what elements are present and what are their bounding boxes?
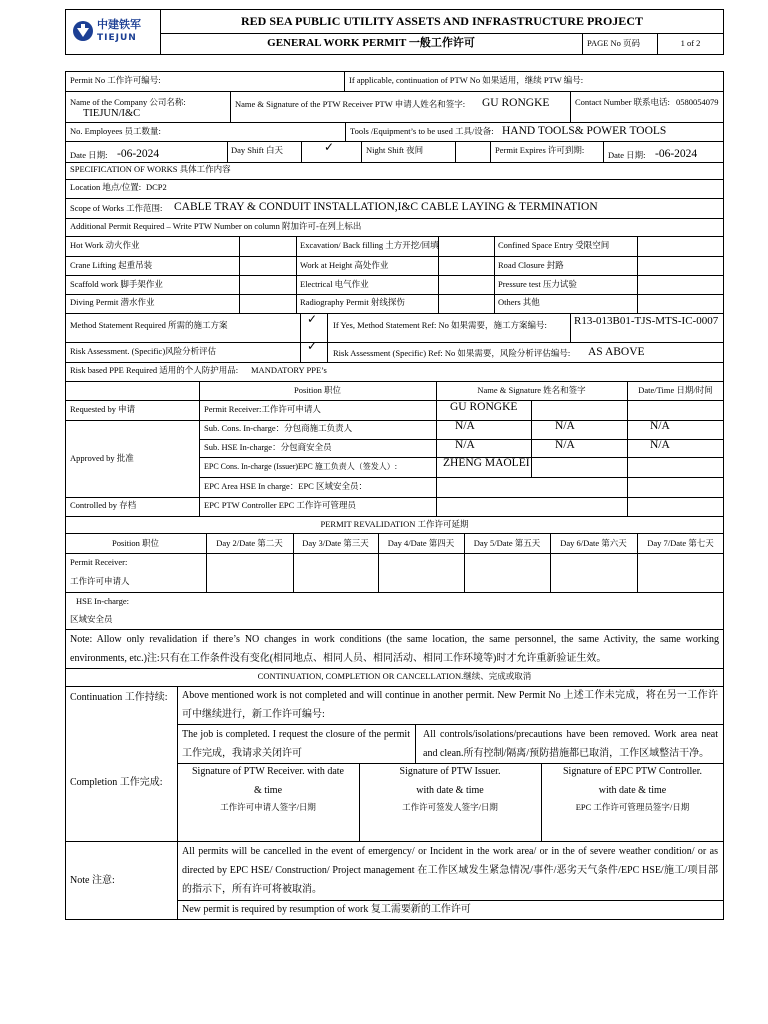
spec-label: SPECIFICATION OF WORKS 具体工作内容: [70, 164, 231, 174]
location-label: Location 地点/位置:: [70, 182, 142, 192]
risk-label: Risk Assessment. (Specific)风险分析评估: [70, 346, 217, 356]
revalidation-title: PERMIT REVALIDATION 工作许可延期: [320, 519, 469, 529]
reval-day-5: Day 5/Date 第五天: [473, 538, 541, 548]
pressure-label: Pressure test 压力试验: [498, 279, 577, 289]
sub-hse-label: Sub. HSE In-charge：分包商安全员: [204, 442, 332, 452]
excavation-label: Excavation/ Back filling 土方开挖/回填: [300, 240, 439, 250]
risk-ref-value: AS ABOVE: [588, 346, 645, 358]
company-logo: [70, 14, 156, 50]
reval-hse-en: HSE In-charge:: [76, 596, 129, 606]
sub-hse-na-1: N/A: [455, 439, 475, 451]
reval-day-4: Day 4/Date 第四天: [387, 538, 455, 548]
expires-date-label: Date 日期:: [608, 150, 646, 160]
others-label: Others 其他: [498, 297, 540, 307]
reval-day-2: Day 2/Date 第二天: [216, 538, 283, 548]
reval-hse-cn: 区域安全员: [70, 614, 113, 624]
controls-removed: All controls/isolations/precautions have been removed. Work area neat and clean.所有控制/隔离/预防措施都已取消，工作区域整洁干净。: [423, 729, 718, 759]
method-checkmark: ✓: [307, 312, 318, 326]
sig-controller-line-2: with date & time: [598, 785, 667, 796]
logo-en: TIEJUN: [97, 33, 137, 43]
confined-label: Confined Space Entry 受限空间: [498, 240, 610, 250]
reval-day-7: Day 7/Date 第七天: [647, 538, 714, 548]
receiver-value: GU RONGKE: [482, 97, 550, 109]
scope-label: Scope of Works 工作范围:: [70, 203, 163, 213]
expires-label: Permit Expires 许可到期:: [495, 145, 585, 155]
location-value: DCP2: [146, 182, 167, 192]
requested-by-label: Requested by 申请: [70, 404, 136, 414]
permit-receiver-label: Permit Receiver:工作许可申请人: [204, 404, 321, 414]
controlled-by-label: Controlled by 存档: [70, 500, 137, 510]
continuation-label: Continuation 工作持续:: [70, 692, 168, 703]
sig-issuer-line-2: with date & time: [416, 785, 484, 796]
hot-work-label: Hot Work 动火作业: [70, 240, 140, 250]
date-value: -06-2024: [117, 148, 160, 160]
electrical-label: Electrical 电气作业: [300, 279, 369, 289]
permit-receiver-name: GU RONGKE: [450, 401, 518, 413]
epc-cons-name: ZHENG MAOLEI: [443, 457, 530, 469]
reval-receiver-cn: 工作许可申请人: [70, 576, 130, 586]
risk-checkmark: ✓: [307, 339, 318, 353]
company-value: TIEJUN/I&C: [83, 108, 141, 119]
contact-value: 0580054079: [676, 97, 719, 107]
method-ref-label: If Yes, Method Statement Ref: No 如果需要，施工方案编号:: [333, 320, 547, 330]
radiography-label: Radiography Permit 射线探伤: [300, 297, 405, 307]
sub-cons-na-3: N/A: [650, 420, 670, 432]
night-shift-label: Night Shift 夜间: [366, 145, 424, 155]
sig-receiver-line-3: 工作许可申请人签字/日期: [220, 802, 316, 812]
receiver-label: Name & Signature of the PTW Receiver PTW 申请人姓名和签字:: [235, 99, 466, 109]
note-label: Note 注意:: [70, 875, 115, 886]
additional-label: Additional Permit Required – Write PTW Number on column 附加许可-在列上标出: [70, 221, 362, 231]
sig-controller-line-1: Signature of EPC PTW Controller.: [563, 766, 702, 777]
diving-label: Diving Permit 潜水作业: [70, 297, 155, 307]
completion-label: Completion 工作完成:: [70, 777, 163, 788]
permit-no-label: Permit No 工作许可编号:: [70, 75, 161, 85]
tools-label: Tools /Equipment’s to be used 工具/设备:: [350, 126, 494, 136]
sig-issuer-line-1: Signature of PTW Issuer.: [399, 766, 501, 777]
approval-position-header: Position 职位: [294, 385, 341, 395]
sub-cons-na-2: N/A: [555, 420, 575, 432]
sig-controller-line-3: EPC 工作许可管理员签字/日期: [575, 802, 690, 812]
crane-label: Crane Lifting 起重吊装: [70, 260, 153, 270]
sig-issuer-line-3: 工作许可签发人签字/日期: [402, 802, 498, 812]
expires-date-value: -06-2024: [655, 148, 698, 160]
approval-name-header: Name & Signature 姓名和签字: [477, 385, 586, 395]
closure-title: CONTINUATION, COMPLETION OR CANCELLATION.继续、完成或取消: [257, 671, 532, 681]
epc-ptw-label: EPC PTW Controller EPC 工作许可管理员: [204, 500, 356, 510]
method-label: Method Statement Required 所需的施工方案: [70, 320, 228, 330]
ppe-value: MANDATORY PPE’s: [251, 365, 327, 375]
sub-cons-label: Sub. Cons. In-charge：分包商施工负责人: [204, 423, 353, 433]
reval-day-6: Day 6/Date 第六天: [560, 538, 627, 548]
tools-value: HAND TOOLS& POWER TOOLS: [502, 125, 667, 137]
company-label: Name of the Company 公司名称:: [70, 97, 186, 107]
page-no-label: PAGE No 页码: [587, 38, 641, 48]
completion-request: The job is completed. I request the closure of the permit 工作完成，我请求关闭许可: [182, 729, 410, 759]
sig-receiver-line-1: Signature of PTW Receiver. with date: [192, 766, 344, 777]
sub-hse-na-3: N/A: [650, 439, 670, 451]
date-label: Date 日期:: [70, 150, 108, 160]
logo-cn: 中建铁军: [97, 18, 141, 31]
cancellation-note: All permits will be cancelled in the event of emergency/ or Incident in the work area/ or in the of severe weather condition/ or as directed by EPC HSE/ Construction/ Project management 在工作区域发生紧急情况/事件/恶劣天气条件/EPC HSE/施工/项目部的指示下，所有许可将被取消。: [182, 846, 718, 895]
continuation-label: If applicable, continuation of PTW No 如果适用，继续 PTW 编号:: [349, 75, 584, 85]
contact-label: Contact Number 联系电话:: [575, 97, 670, 107]
sub-cons-na-1: N/A: [455, 420, 475, 432]
page-no-value: 1 of 2: [680, 38, 701, 48]
epc-cons-label: EPC Cons. In-charge (Issuer)EPC 施工负责人（签发人）:: [204, 462, 397, 471]
sub-hse-na-2: N/A: [555, 439, 575, 451]
road-label: Road Closure 封路: [498, 260, 564, 270]
continuation-text: Above mentioned work is not completed and will continue in another permit. New Permit No 上述工作未完成，将在另一工作许可中继续进行，新工作许可编号:: [182, 690, 718, 720]
reval-receiver-en: Permit Receiver:: [70, 557, 128, 567]
ppe-label: Risk based PPE Required 适用的个人防护用品:: [70, 365, 239, 375]
resumption-note: New permit is required by resumption of work 复工需要新的工作许可: [182, 904, 471, 915]
scope-value: CABLE TRAY & CONDUIT INSTALLATION,I&C CABLE LAYING & TERMINATION: [174, 201, 598, 213]
method-ref-value: R13-013B01-TJS-MTS-IC-0007: [574, 315, 719, 327]
sig-receiver-line-2: & time: [253, 785, 283, 796]
revalidation-note: Note: Allow only revalidation if there’s NO changes in work conditions (the same location, the same personnel, the same Activity, the same working environments, etc.)注:只有在工作条件没有变化(相同地点、相同人员、相同活动、相同工作环境等)时才允许重新验证生效。: [70, 634, 719, 664]
form-title: GENERAL WORK PERMIT 一般工作许可: [267, 37, 475, 49]
project-title: RED SEA PUBLIC UTILITY ASSETS AND INFRASTRUCTURE PROJECT: [241, 14, 643, 28]
reval-day-3: Day 3/Date 第三天: [302, 538, 369, 548]
scaffold-label: Scaffold work 脚手架作业: [70, 279, 163, 289]
day-shift-checkmark: ✓: [324, 140, 335, 154]
day-shift-label: Day Shift 白天: [231, 145, 283, 155]
risk-ref-label: Risk Assessment (Specific) Ref: No 如果需要，风险分析评估编号:: [333, 348, 571, 358]
employees-label: No. Employees 员工数量:: [70, 126, 161, 136]
epc-hse-label: EPC Area HSE In charge：EPC 区域安全员：: [204, 481, 367, 491]
logo-icon: [72, 20, 94, 42]
height-label: Work at Height 高处作业: [300, 260, 389, 270]
approved-by-label: Approved by 批准: [70, 453, 134, 463]
approval-date-header: Date/Time 日期/时间: [638, 385, 713, 395]
reval-position-header: Position 职位: [112, 538, 159, 548]
